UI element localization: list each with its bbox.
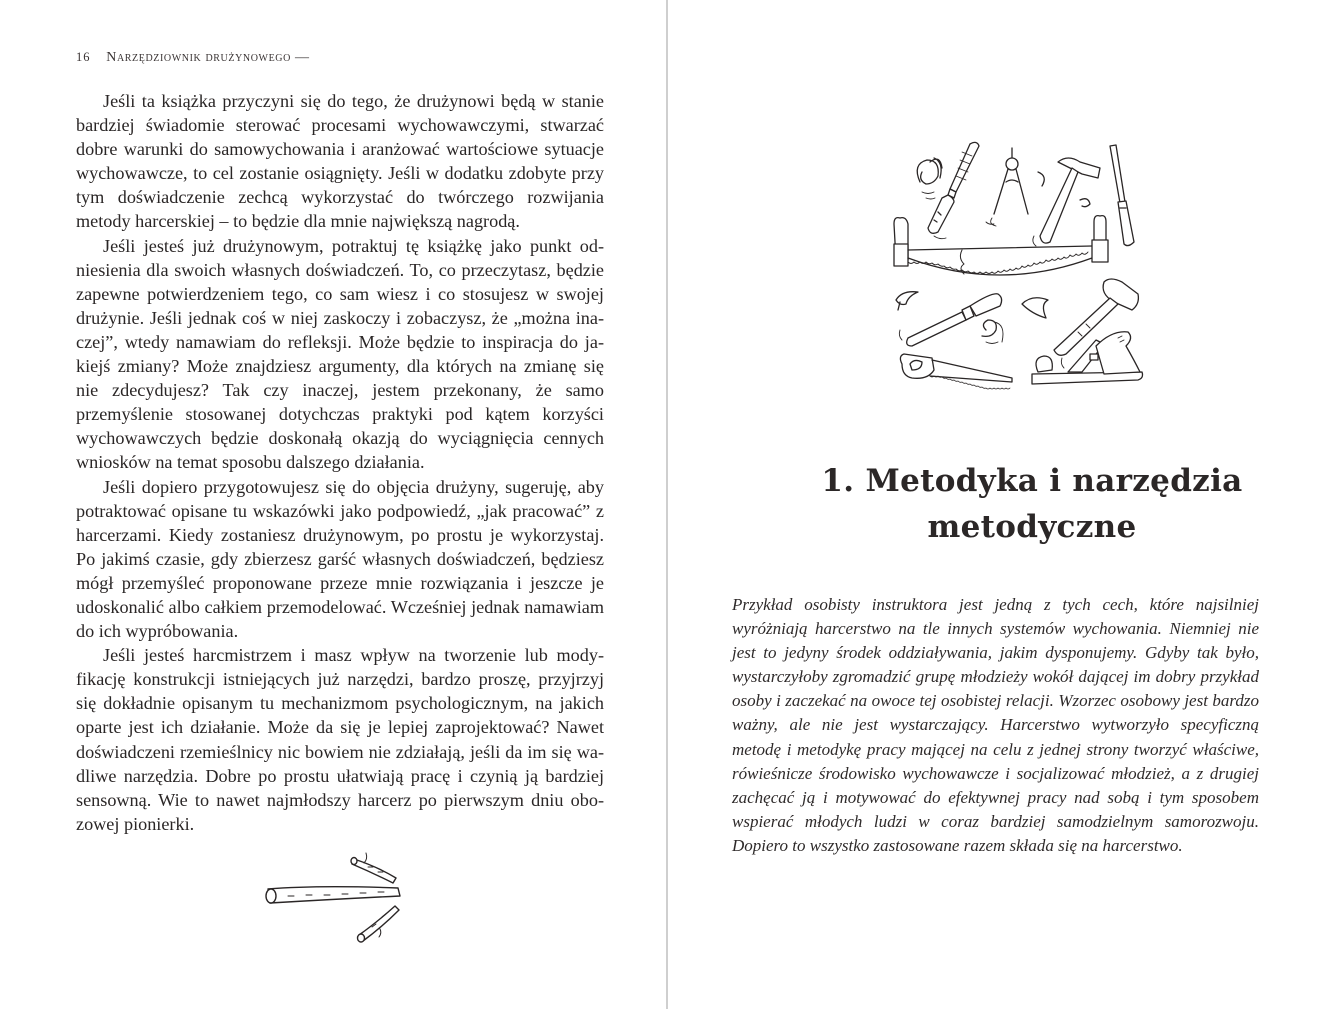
chisel-drawing: [1110, 145, 1134, 246]
rasp-file-drawing: [928, 142, 979, 238]
compass-divider-drawing: [986, 148, 1028, 226]
hand-plane-drawing: [1032, 332, 1143, 384]
carpentry-tools-illustration: [882, 132, 1152, 392]
wood-shaving-drawing: [896, 292, 918, 310]
running-head-title: Narzędziownik drużynowego —: [106, 50, 310, 65]
chapter-lead-paragraph: [732, 593, 1259, 858]
paragraph: Jeśli ta książka przyczyni się do tego, że drużynowi będą w stanie bardziej świadomie sterować procesami wychowawczymi, stwarzać dobre warunki do samowychowania i aranżować wartościowe sytuacje wychowawcze, to cel zostanie osiągnięty. Jeśli w dodatku zdobyte przy tym doświadczenie zechcą wykorzystać do twórczego rozwijania metody harcerskiej – to będzie dla mnie największą nagrodą.: [76, 91, 604, 232]
wood-shaving-drawing: [1038, 172, 1044, 186]
chapter-title: [732, 458, 1330, 550]
sticks-arrow-illustration: [258, 845, 408, 955]
wood-shaving-drawing: [917, 158, 942, 199]
crosscut-saw-drawing: [894, 216, 1108, 275]
running-head: [76, 50, 310, 66]
paragraph: Jeśli dopiero przygotowujesz się do objęcia drużyny, sugeruję, aby potraktować opisane tu wskazówki jako podpowiedź, „jak pracować” z harcerzami. Kiedy zostaniesz drużynowym, po prostu je wykorzystaj. Po jakimś czasie, gdy zbierzesz garść własnych doświadczeń, będziesz mógł przemyśleć proponowane przeze mnie rozwiązania i jeszcze je udoskonalić albo całkiem przemodelować. Wcześniej jednak namawiam do ich wypróbowania.: [76, 476, 604, 642]
wood-shaving-drawing: [1080, 199, 1090, 207]
chapter-title-line: 1. Metodyka i narzędzia: [821, 463, 1243, 499]
wood-chisel-drawing: [899, 294, 1001, 346]
chapter-title-line: metodyczne: [927, 509, 1137, 545]
body-text: [76, 89, 604, 836]
wood-shaving-drawing: [1022, 298, 1048, 318]
hand-saw-drawing: [900, 354, 1012, 389]
paragraph: Jeśli jesteś harcmistrzem i masz wpływ na tworzenie lub modyfikację konstrukcji istniejących już narzędzi, bardzo proszę, przyjrzyj się dokładnie opisanym tu mechanizmom psychologicznym, na jakich oparte jest ich działanie. Może da się je lepiej zaprojektować? Nawet doświadczeni rzemieślnicy nic bowiem nie zdziałają, jeśli da im się wadliwe narzędzia. Dobre po prostu ułatwiają pracę i czynią ją bardziej sensowną. Wie to nawet najmłodszy harcerz po pierwszym dniu obozowej pionierki.: [76, 645, 604, 834]
long-stick-drawing: [266, 887, 400, 903]
wood-shaving-drawing: [982, 320, 1003, 344]
lead-text: Przykład osobisty instruktora jest jedną z tych cech, które najsilniej wyróżniają harcerstwo na tle innych systemów wychowania. Niemniej nie jest to jedyny środek oddziaływania, jakim dysponujemy. Gdyby tak było, wystarczyłoby zgromadzić grupę młodzieży wokół dającej im dobry przykład osoby i zaczekać na owoce tej osobistej relacji. Wzorzec osobowy jest bardzo ważny, ale nie jest wystarczający. Harcerstwo wytworzyło specyficzną metodę i metodykę pracy mającej na celu z jednej strony tworzyć właściwe, rówieśnicze środowisko wychowawcze i socjalizować młodzież, a z drugiej zachęcać ją i motywować do efektywnej pracy nad sobą i tym sposobem wspierać młodych ludzi w coraz bardziej samodzielnym samorozwoju. Dopiero to wszystko zastosowane razem składa się na harcerstwo.: [732, 595, 1259, 855]
paragraph: Jeśli jesteś już drużynowym, potraktuj tę książkę jako punkt odniesienia dla swoich własnych doświadczeń. To, co przeczytasz, będzie zapewne potwierdzeniem tego, co sam wiesz i co stosujesz w swojej drużynie. Jeśli jednak coś w niej zaskoczy i zobaczysz, że „można inaczej”, wtedy namawiam do refleksji. Może będzie to inspiracja do jakiejś zmiany? Może znajdziesz argumenty, dla których na zmianę się nie zdecydujesz? Tak czy inaczej, jestem przekonany, że samo przemyślenie stosowanej dotychczas praktyki pod kątem korzyści wychowawczych będzie doskonałą okazją do wyciągnięcia cennych wniosków na temat sposobu dalszego działania.: [76, 235, 604, 473]
lower-stick-drawing: [358, 906, 400, 942]
upper-stick-drawing: [351, 853, 396, 883]
page-number: 16: [76, 50, 91, 64]
right-page: [668, 0, 1330, 1009]
